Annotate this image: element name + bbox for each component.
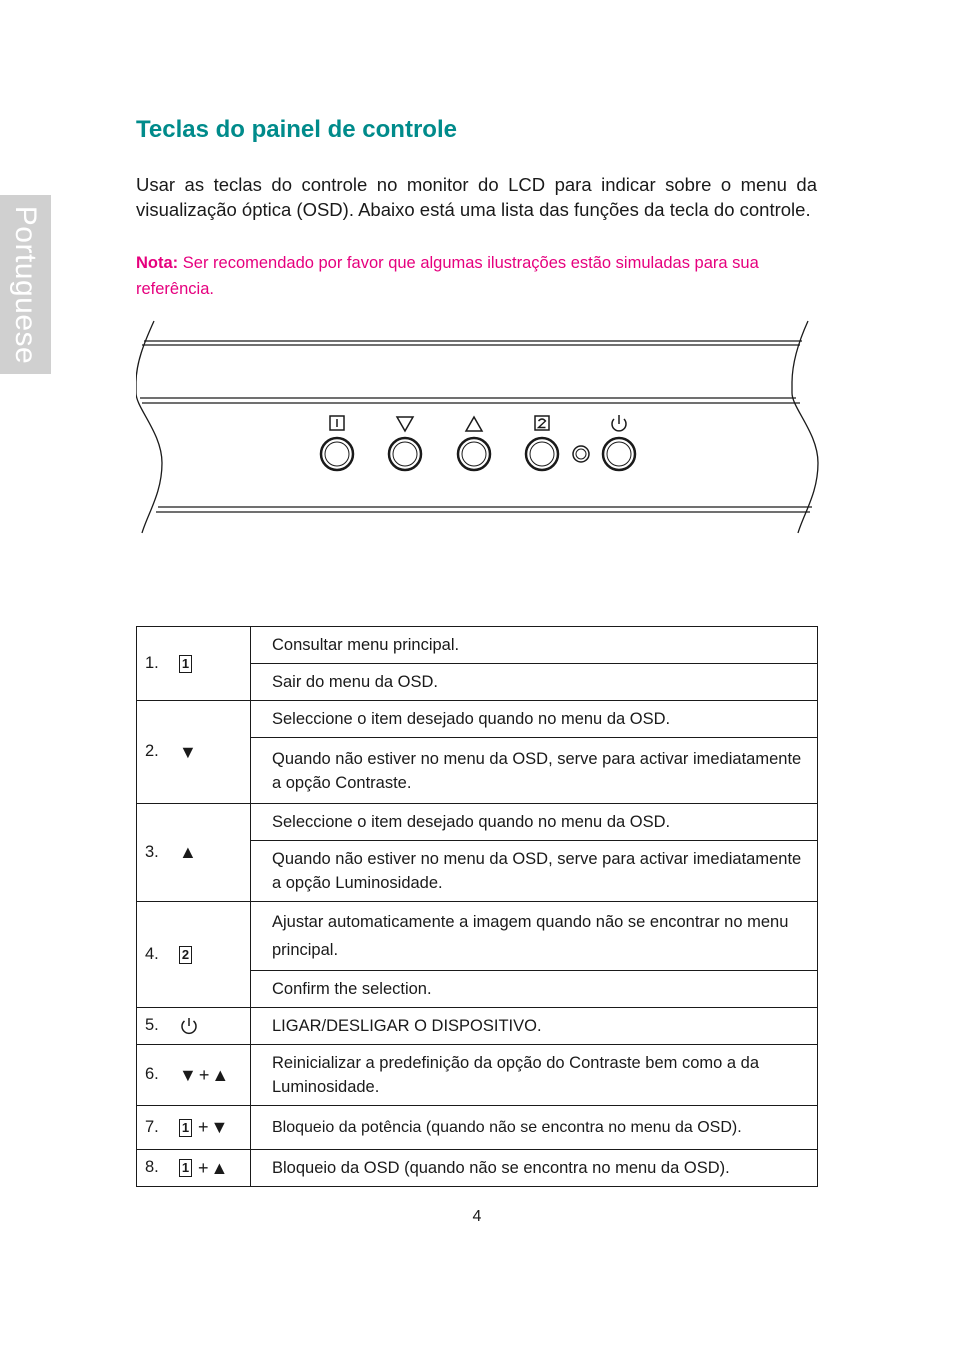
panel-key-down: [389, 417, 421, 470]
table-row: [137, 1150, 818, 1187]
description-cell: Consultar menu principal.: [251, 627, 818, 664]
power-icon: [179, 1016, 199, 1036]
note-text: Ser recomendado por favor que algumas ilustrações estão simuladas para sua referência.: [136, 254, 759, 298]
description-cell: Sair do menu da OSD.: [251, 664, 818, 701]
panel-buttons: [321, 415, 635, 470]
section-title: Teclas do painel de controle: [136, 116, 457, 143]
description-cell: Confirm the selection.: [251, 971, 818, 1008]
control-panel-illustration: [136, 318, 820, 536]
row-number: 7.: [145, 1117, 159, 1136]
table-row: [137, 627, 818, 664]
key-cell: [137, 902, 251, 1008]
key-cell: [137, 627, 251, 701]
down-arrow-icon: ▼: [179, 741, 197, 762]
key-1-icon: 1: [179, 1119, 192, 1137]
intro-paragraph: Usar as teclas do controle no monitor do LCD para indicar sobre o menu da visualização óptica (OSD). Abaixo está uma lista das funções da tecla do controle.: [136, 174, 817, 220]
description-cell: LIGAR/DESLIGAR O DISPOSITIVO.: [251, 1008, 818, 1045]
row-number: 3.: [145, 842, 159, 861]
panel-key-up: [458, 417, 490, 470]
row-number: 2.: [145, 742, 159, 761]
key-1-icon: 1: [179, 655, 192, 673]
description-cell: Bloqueio da OSD (quando não se encontra no menu da OSD).: [251, 1150, 818, 1187]
description-cell: Seleccione o item desejado quando no menu da OSD.: [251, 804, 818, 841]
plus-sign: +: [198, 1117, 209, 1137]
power-led: [573, 446, 589, 462]
key-cell: [137, 1008, 251, 1045]
up-arrow-icon: ▲: [179, 842, 197, 862]
panel-left-edge: [136, 321, 162, 533]
row-number: 6.: [145, 1065, 159, 1084]
key-cell: [137, 804, 251, 902]
table-row: [137, 1008, 818, 1045]
down-icon: [397, 417, 413, 431]
table-row: [137, 1045, 818, 1106]
panel-key-2: [526, 416, 558, 470]
power-icon: [612, 415, 626, 431]
up-icon: [466, 417, 482, 431]
description-cell: Quando não estiver no menu da OSD, serve para activar imediatamente a opção Luminosidade.: [251, 841, 818, 902]
key-cell: [137, 1045, 251, 1106]
down-arrow-icon: ▼: [210, 1117, 229, 1137]
page-number: 4: [472, 1208, 482, 1225]
table-row: [137, 902, 818, 971]
key-cell: [137, 1106, 251, 1150]
description-cell: Bloqueio da potência (quando não se encontra no menu da OSD).: [251, 1106, 818, 1150]
panel-key-power: [603, 415, 635, 470]
language-tab-label: Portuguese: [9, 205, 42, 365]
key-cell: [137, 1150, 251, 1187]
down-arrow-icon: ▼: [179, 1064, 197, 1085]
panel-right-edge: [792, 321, 818, 533]
table-row: [137, 1106, 818, 1150]
language-tab: [0, 195, 51, 374]
table-row: [137, 804, 818, 841]
row-number: 4.: [145, 945, 159, 963]
row-number: 8.: [145, 1158, 159, 1177]
row-number: 1.: [145, 654, 159, 672]
description-cell: Quando não estiver no menu da OSD, serve para activar imediatamente a opção Contraste.: [251, 738, 818, 804]
up-arrow-icon: ▲: [211, 1064, 230, 1085]
row-number: 5.: [145, 1016, 159, 1035]
up-arrow-icon: ▲: [210, 1157, 229, 1178]
key-2-icon: 2: [179, 946, 192, 964]
description-cell: Reinicializar a predefinição da opção do Contraste bem como a da Luminosidade.: [251, 1045, 818, 1106]
description-cell: Ajustar automaticamente a imagem quando não se encontrar no menu principal.: [251, 902, 818, 971]
panel-key-1: [321, 416, 353, 470]
note-paragraph: [136, 250, 817, 302]
note-label: Nota:: [136, 254, 179, 272]
table-row: [137, 701, 818, 738]
plus-sign: +: [198, 1157, 209, 1178]
key-cell: [137, 701, 251, 804]
description-cell: Seleccione o item desejado quando no menu da OSD.: [251, 701, 818, 738]
key-function-table: [136, 626, 818, 1187]
plus-sign: +: [198, 1064, 210, 1085]
key-1-icon: 1: [179, 1159, 192, 1177]
